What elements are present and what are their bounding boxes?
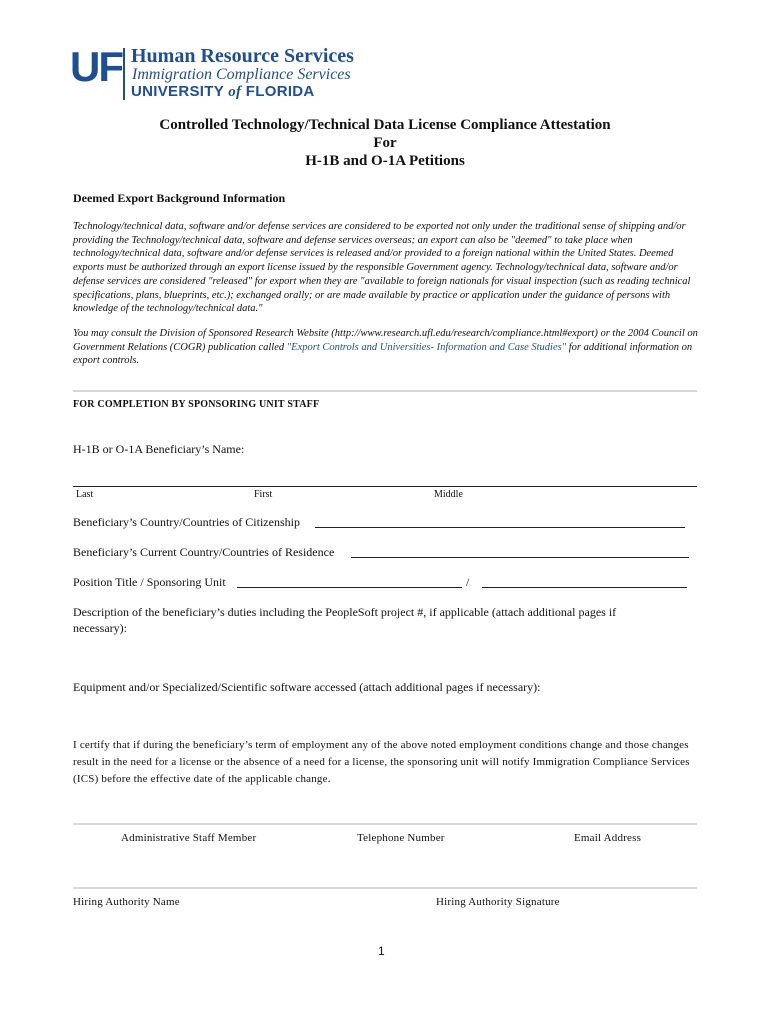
background-heading: Deemed Export Background Information [73,191,286,205]
doc-title-line2: For [373,135,397,151]
logo-hr-services: Human Resource Services [131,45,354,67]
page-number: 1 [378,944,385,958]
certification-statement: I certify that if during the beneficiary’s term of employment any of the above noted employment conditions change and those changes result in the need for a license or the absence of a need for a license, the sponsoring unit will notify Immigration Compliance Services (ICS) before the effective date of the applicable change. [73,739,690,785]
signature-line-1[interactable] [73,823,697,825]
hiring-authority-name-label: Hiring Authority Name [73,896,180,908]
beneficiary-name-label: H-1B or O-1A Beneficiary’s Name: [73,442,245,456]
citizenship-field[interactable] [315,527,685,528]
hiring-authority-signature-label: Hiring Authority Signature [436,896,560,908]
name-part-last: Last [76,489,94,500]
equipment-label: Equipment and/or Specialized/Scientific software accessed (attach additional pages if necessary): [73,680,541,694]
residence-field[interactable] [351,557,689,558]
completion-heading: FOR COMPLETION BY SPONSORING UNIT STAFF [73,399,320,410]
telephone-label: Telephone Number [357,832,445,844]
section-divider [73,390,697,392]
position-slash: / [466,575,470,589]
citizenship-label: Beneficiary’s Country/Countries of Citizenship [73,515,300,529]
uf-logo-mark: UF [70,43,122,90]
position-label: Position Title / Sponsoring Unit [73,575,226,589]
consult-paragraph: You may consult the Division of Sponsored Research Website (http://www.research.ufl.edu/research/compliance.html#export) or the 2004 Council on Government Relations (COGR) publication called "Export Controls and Universities- Information and Case Studies" for additional information on export controls. [73,328,698,367]
doc-title-line1: Controlled Technology/Technical Data License Compliance Attestation [159,117,611,133]
position-title-field[interactable] [237,587,462,588]
name-part-first: First [254,489,273,500]
doc-title-line3: H-1B and O-1A Petitions [305,153,465,169]
signature-line-2[interactable] [73,887,697,889]
logo-divider [123,48,125,100]
logo-ics: Immigration Compliance Services [132,66,351,83]
sponsoring-unit-field[interactable] [482,587,687,588]
email-label: Email Address [574,832,642,844]
admin-staff-label: Administrative Staff Member [121,832,257,844]
beneficiary-name-field[interactable] [73,486,697,487]
residence-label: Beneficiary’s Current Country/Countries of Residence [73,545,335,559]
background-paragraph: Technology/technical data, software and/or defense services are considered to be exported not only under the traditional sense of shipping and/or providing the Technology/technical data, software and defense services overseas; an export can also be "deemed" to take place when technology/technical data, software and/or defense services is released and/or provided to a foreign national within the United States. Deemed exports must be authorized through an export license issued by the responsible Government agency. Technology/technical data, software and/or defense services are considered "released" for export when they are "available to foreign nationals for visual inspection (such as reading technical specifications, plans, blueprints, etc.); exchanged orally; or are made available by practice or application under the guidance of persons with knowledge of the technology/technical data." [73,221,691,315]
name-part-middle: Middle [434,489,463,500]
duties-label: Description of the beneficiary’s duties including the PeopleSoft project #, if applicable (attach additional pages if necessary): [73,605,617,635]
logo-university: UNIVERSITY of FLORIDA [131,83,315,100]
export-controls-link[interactable]: "Export Controls and Universities- Information and Case Studies" [286,341,567,353]
